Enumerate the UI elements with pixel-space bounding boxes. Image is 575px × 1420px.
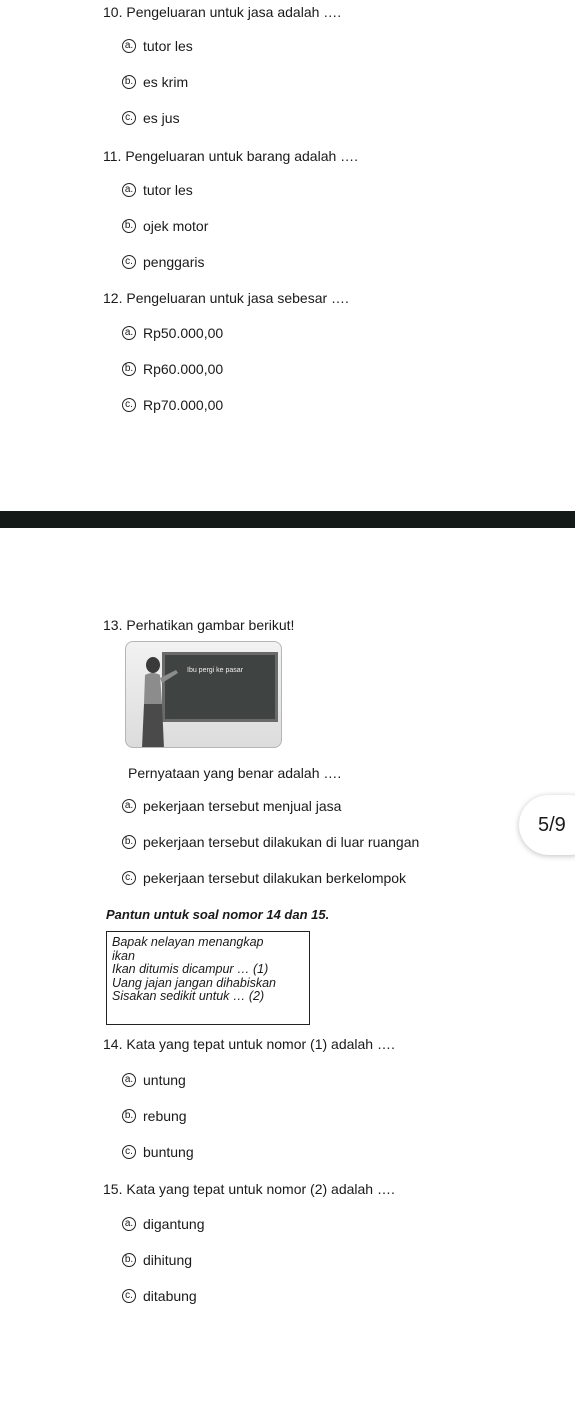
question-11: 11. Pengeluaran untuk barang adalah ….	[103, 148, 359, 164]
option-12b[interactable]	[122, 361, 223, 377]
pantun-line: Bapak nelayan menangkap	[112, 935, 264, 949]
option-10a[interactable]	[122, 38, 193, 54]
option-letter: b.	[122, 219, 136, 233]
option-letter: c.	[122, 871, 136, 885]
option-letter: b.	[122, 1109, 136, 1123]
option-label: buntung	[143, 1144, 194, 1160]
option-14c[interactable]	[122, 1144, 194, 1160]
question-14: 14. Kata yang tepat untuk nomor (1) adalah ….	[103, 1036, 395, 1052]
option-label: Rp60.000,00	[143, 361, 224, 377]
option-letter: b.	[122, 362, 136, 376]
option-label: pekerjaan tersebut dilakukan berkelompok	[143, 870, 407, 886]
option-12a[interactable]	[122, 325, 223, 341]
option-12c[interactable]	[122, 397, 223, 413]
pantun-line: ikan	[112, 948, 135, 963]
pantun-box	[106, 931, 310, 1025]
option-letter: b.	[122, 1253, 136, 1267]
option-label: ojek motor	[143, 218, 209, 234]
pantun-line: Ikan ditumis dicampur … (1)	[112, 962, 269, 976]
option-15b[interactable]	[122, 1252, 192, 1268]
option-letter: a.	[122, 39, 136, 53]
question-13-prompt: Pernyataan yang benar adalah ….	[128, 765, 342, 781]
option-label: tutor les	[143, 182, 193, 198]
question-13: 13. Perhatikan gambar berikut!	[103, 617, 295, 633]
option-label: dihitung	[143, 1252, 193, 1268]
option-letter: b.	[122, 75, 136, 89]
pantun-title: Pantun untuk soal nomor 14 dan 15.	[106, 907, 330, 922]
option-label: Rp50.000,00	[143, 325, 224, 341]
option-13a[interactable]	[122, 798, 341, 814]
pantun-line: Sisakan sedikit untuk … (2)	[112, 989, 265, 1003]
option-letter: c.	[122, 1289, 136, 1303]
option-15a[interactable]	[122, 1216, 205, 1232]
option-11b[interactable]	[122, 218, 208, 234]
option-14b[interactable]	[122, 1108, 187, 1124]
option-label: ditabung	[143, 1288, 197, 1304]
page-counter	[519, 795, 575, 855]
option-label: pekerjaan tersebut dilakukan di luar ruangan	[143, 834, 420, 850]
option-label: penggaris	[143, 254, 205, 270]
option-label: tutor les	[143, 38, 193, 54]
option-letter: b.	[122, 835, 136, 849]
option-label: digantung	[143, 1216, 205, 1232]
teacher-figure-icon	[126, 642, 282, 748]
option-letter: a.	[122, 799, 136, 813]
teacher-illustration	[125, 641, 282, 748]
option-14a[interactable]	[122, 1072, 186, 1088]
option-letter: c.	[122, 111, 136, 125]
option-label: Rp70.000,00	[143, 397, 224, 413]
option-13b[interactable]	[122, 834, 419, 850]
option-letter: c.	[122, 1145, 136, 1159]
option-letter: a.	[122, 183, 136, 197]
option-letter: a.	[122, 1073, 136, 1087]
page-divider	[0, 511, 575, 528]
chalkboard-text: Ibu pergi ke pasar	[187, 667, 244, 674]
option-15c[interactable]	[122, 1288, 197, 1304]
option-letter: c.	[122, 398, 136, 412]
option-label: pekerjaan tersebut menjual jasa	[143, 798, 342, 814]
option-label: untung	[143, 1072, 186, 1088]
option-letter: a.	[122, 1217, 136, 1231]
pantun-line: Uang jajan jangan dihabiskan	[112, 975, 277, 990]
option-10c[interactable]	[122, 110, 180, 126]
option-11a[interactable]	[122, 182, 193, 198]
option-label: es krim	[143, 74, 189, 90]
question-10: 10. Pengeluaran untuk jasa adalah ….	[103, 4, 342, 20]
option-label: rebung	[143, 1108, 187, 1124]
option-11c[interactable]	[122, 254, 205, 270]
option-letter: c.	[122, 255, 136, 269]
option-label: es jus	[143, 110, 180, 126]
question-15: 15. Kata yang tepat untuk nomor (2) adalah ….	[103, 1181, 395, 1197]
option-13c[interactable]	[122, 870, 406, 886]
page-counter-text: 5/9	[538, 813, 566, 836]
option-letter: a.	[122, 326, 136, 340]
question-12: 12. Pengeluaran untuk jasa sebesar ….	[103, 290, 349, 306]
option-10b[interactable]	[122, 74, 188, 90]
